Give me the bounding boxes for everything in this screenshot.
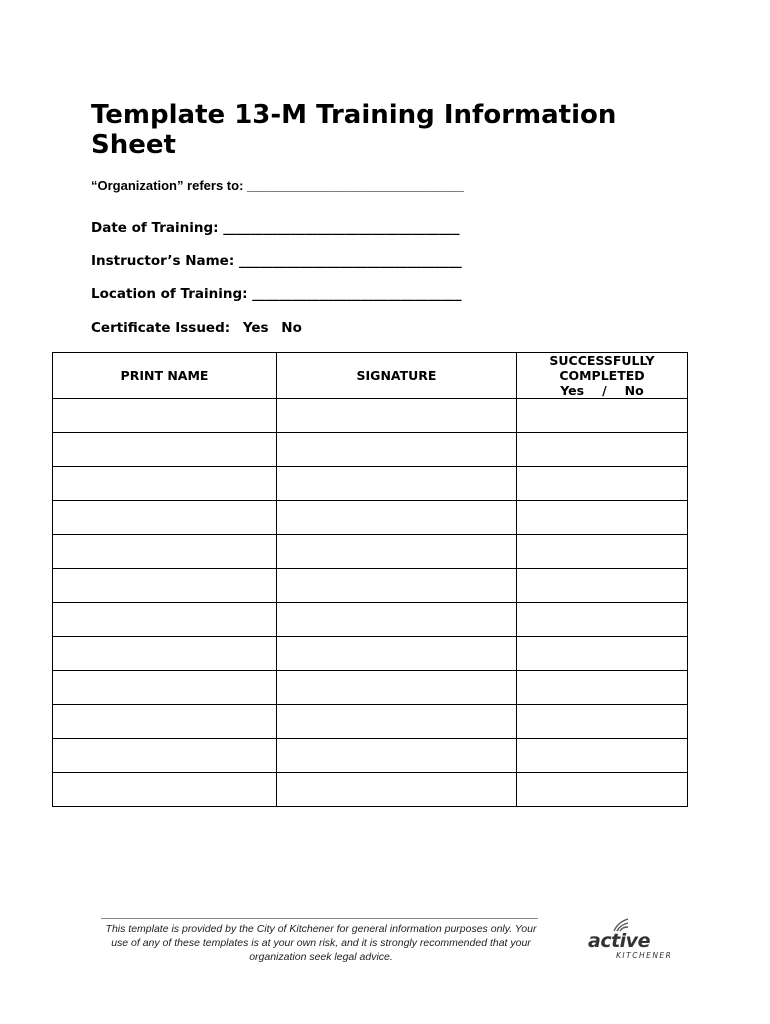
print-name-cell[interactable] xyxy=(53,603,277,637)
header-signature: SIGNATURE xyxy=(277,353,517,399)
print-name-cell[interactable] xyxy=(53,637,277,671)
completed-cell[interactable] xyxy=(517,569,688,603)
certificate-issued-field xyxy=(91,320,310,336)
print-name-cell[interactable] xyxy=(53,671,277,705)
header-no: No xyxy=(624,383,644,398)
location-of-training-field: Location of Training: _______________________________ xyxy=(91,286,462,302)
certificate-no-option: No xyxy=(281,320,302,336)
page-title: Template 13-M Training Information Sheet xyxy=(91,100,617,160)
signature-cell[interactable] xyxy=(277,569,517,603)
completed-cell[interactable] xyxy=(517,773,688,807)
table-row xyxy=(53,535,688,569)
header-completed-line2: COMPLETED xyxy=(559,368,645,383)
header-successfully-completed xyxy=(517,353,688,399)
signature-cell[interactable] xyxy=(277,603,517,637)
print-name-cell[interactable] xyxy=(53,399,277,433)
table-row xyxy=(53,433,688,467)
completed-cell[interactable] xyxy=(517,739,688,773)
signature-cell[interactable] xyxy=(277,773,517,807)
print-name-cell[interactable] xyxy=(53,569,277,603)
signature-cell[interactable] xyxy=(277,739,517,773)
signature-cell[interactable] xyxy=(277,705,517,739)
signature-cell[interactable] xyxy=(277,501,517,535)
header-slash: / xyxy=(602,383,607,398)
completed-cell[interactable] xyxy=(517,399,688,433)
header-yes: Yes xyxy=(560,383,585,398)
table-header-row xyxy=(53,353,688,399)
date-of-training-field: Date of Training: ___________________________________ xyxy=(91,220,460,236)
print-name-cell[interactable] xyxy=(53,773,277,807)
completed-cell[interactable] xyxy=(517,433,688,467)
attendee-table xyxy=(52,352,688,807)
header-yes-no xyxy=(517,383,687,398)
print-name-cell[interactable] xyxy=(53,433,277,467)
print-name-cell[interactable] xyxy=(53,501,277,535)
table-row xyxy=(53,467,688,501)
attendee-table-body xyxy=(53,399,688,807)
table-row xyxy=(53,569,688,603)
signature-cell[interactable] xyxy=(277,535,517,569)
table-row xyxy=(53,603,688,637)
header-completed-line1: SUCCESSFULLY xyxy=(549,353,655,368)
table-row xyxy=(53,399,688,433)
signature-cell[interactable] xyxy=(277,467,517,501)
print-name-cell[interactable] xyxy=(53,705,277,739)
print-name-cell[interactable] xyxy=(53,467,277,501)
print-name-cell[interactable] xyxy=(53,535,277,569)
completed-cell[interactable] xyxy=(517,501,688,535)
table-row xyxy=(53,705,688,739)
signature-cell[interactable] xyxy=(277,399,517,433)
logo-word: active xyxy=(588,930,650,952)
table-row xyxy=(53,739,688,773)
footer-divider xyxy=(101,918,538,919)
completed-cell[interactable] xyxy=(517,637,688,671)
active-kitchener-logo xyxy=(588,918,683,963)
completed-cell[interactable] xyxy=(517,603,688,637)
completed-cell[interactable] xyxy=(517,705,688,739)
certificate-label: Certificate Issued: xyxy=(91,320,231,336)
certificate-yes-option: Yes xyxy=(242,320,269,336)
completed-cell[interactable] xyxy=(517,535,688,569)
table-row xyxy=(53,637,688,671)
table-row xyxy=(53,501,688,535)
table-row xyxy=(53,773,688,807)
signature-cell[interactable] xyxy=(277,433,517,467)
completed-cell[interactable] xyxy=(517,467,688,501)
instructor-name-field: Instructor’s Name: _________________________________ xyxy=(91,253,462,269)
footer-disclaimer: This template is provided by the City of Kitchener for general information purposes only. Your use of any of these templates is at your own risk, and it is strongly recommended that your organization seek legal advice. xyxy=(105,923,537,963)
organization-line: “Organization” refers to: ______________________________ xyxy=(91,178,464,193)
signature-cell[interactable] xyxy=(277,671,517,705)
table-row xyxy=(53,671,688,705)
print-name-cell[interactable] xyxy=(53,739,277,773)
signature-cell[interactable] xyxy=(277,637,517,671)
completed-cell[interactable] xyxy=(517,671,688,705)
header-print-name: PRINT NAME xyxy=(53,353,277,399)
logo-subtitle: KITCHENER xyxy=(616,951,673,960)
